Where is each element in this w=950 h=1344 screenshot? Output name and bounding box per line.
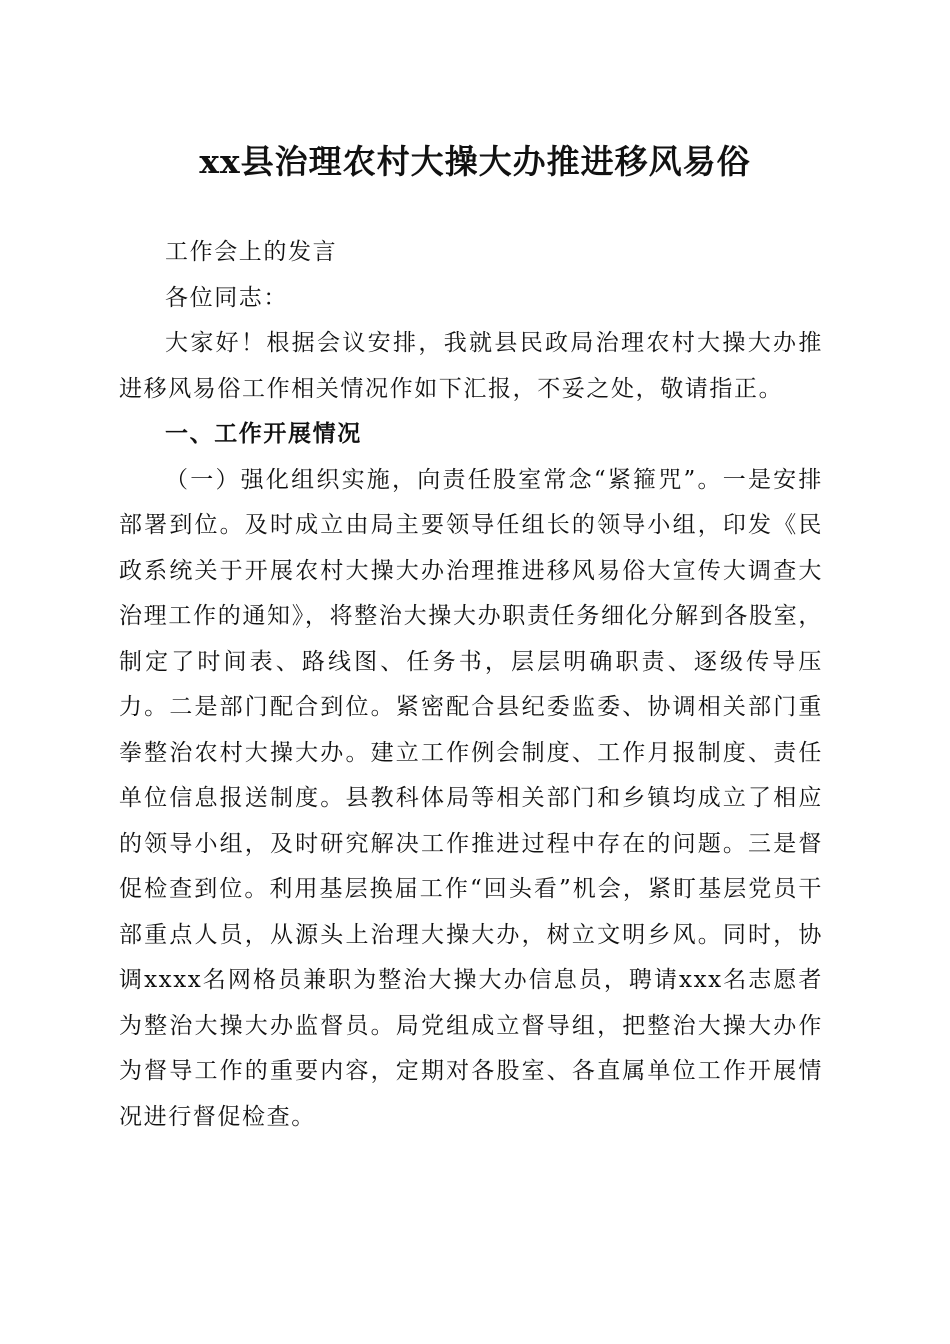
section-heading: 一、工作开展情况 xyxy=(165,421,362,447)
subtitle-line: 工作会上的发言 xyxy=(165,239,338,265)
intro-paragraph: 大家好！根据会议安排，我就县民政局治理农村大操大办推进移风易俗工作相关情况作如下汇报，不妥之处，敬请指正。 xyxy=(119,330,823,402)
document-title: xx县治理农村大操大办推进移风易俗 xyxy=(199,142,751,181)
section-paragraph: （一）强化组织实施，向责任股室常念“紧箍咒”。一是安排部署到位。及时成立由局主要领导任组长的领导小组，印发《民政系统关于开展农村大操大办治理推进移风易俗大宣传大调查大治理工作的通知》，将整治大操大办职责任务细化分解到各股室，制定了时间表、路线图、任务书，层层明确职责、逐级传导压力。二是部门配合到位。紧密配合县纪委监委、协调相关部门重拳整治农村大操大办。建立工作例会制度、工作月报制度、责任单位信息报送制度。县教科体局等相关部门和乡镇均成立了相应的领导小组，及时研究解决工作推进过程中存在的问题。三是督促检查到位。利用基层换届工作“回头看”机会，紧盯基层党员干部重点人员，从源头上治理大操大办，树立文明乡风。同时，协调xxxx名网格员兼职为整治大操大办信息员，聘请xxx名志愿者为整治大操大办监督员。局党组成立督导组，把整治大操大办作为督导工作的重要内容，定期对各股室、各直属单位工作开展情况进行督促检查。 xyxy=(119,466,823,1130)
salutation: 各位同志： xyxy=(165,284,288,311)
document-body xyxy=(119,230,823,1140)
